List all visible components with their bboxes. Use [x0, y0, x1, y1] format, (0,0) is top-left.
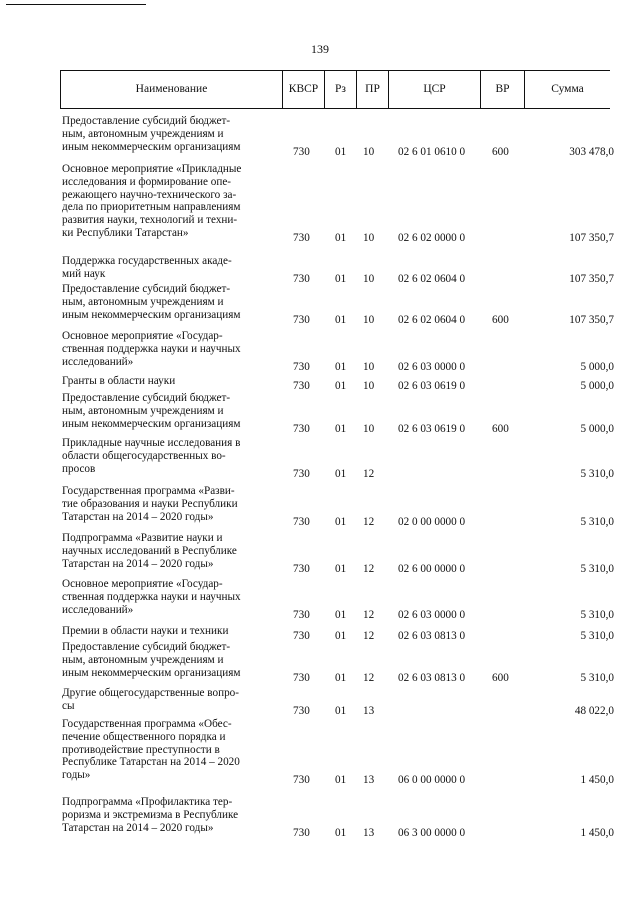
row-rz: 01: [335, 826, 347, 839]
row-name-line: Татарстан на 2014 – 2020 годы»: [62, 821, 214, 834]
row-name: [62, 687, 276, 713]
row-name-line: ным, автономным учреждениям и: [62, 295, 224, 308]
row-name: [62, 255, 276, 281]
header-name: Наименование: [60, 70, 282, 108]
row-sum: 107 350,7: [569, 313, 614, 326]
row-csr: 06 3 00 0000 0: [398, 826, 466, 839]
row-name-line: Основное мероприятие «Прикладные: [62, 163, 242, 175]
row-vr: 600: [492, 671, 509, 684]
row-name-line: Предоставление субсидий бюджет-: [62, 115, 231, 127]
row-rz: 01: [335, 774, 347, 787]
row-name: [62, 641, 276, 679]
row-name-line: ственная поддержка науки и научных: [62, 342, 241, 355]
row-pr: 10: [363, 422, 375, 435]
row-name-line: печение общественного порядка и: [62, 730, 226, 743]
row-name: [62, 578, 276, 616]
row-kvsr: 730: [293, 313, 310, 326]
row-name-line: Государственная программа «Разви-: [62, 485, 235, 497]
row-sum: 5 310,0: [580, 630, 614, 642]
row-name-line: Гранты в области науки: [62, 375, 176, 387]
row-sum: 1 450,0: [580, 826, 614, 839]
row-csr: 02 6 03 0000 0: [398, 360, 466, 373]
row-name-line: иным некоммерческим организациям: [62, 666, 241, 679]
row-name-line: иным некоммерческим организациям: [62, 417, 241, 430]
row-kvsr: 730: [293, 272, 310, 285]
row-kvsr: 730: [293, 630, 310, 642]
row-rz: 01: [335, 671, 347, 684]
row-name-line: Прикладные научные исследования в: [62, 437, 241, 449]
row-name-line: Татарстан на 2014 – 2020 годы»: [62, 557, 214, 570]
row-kvsr: 730: [293, 562, 310, 575]
row-kvsr: 730: [293, 145, 310, 158]
row-csr: 02 6 00 0000 0: [398, 562, 466, 575]
row-kvsr: 730: [293, 704, 310, 717]
row-name-line: развития науки, технологий и техни-: [62, 214, 238, 227]
row-name: [62, 718, 276, 782]
row-name-line: Государственная программа «Обес-: [62, 718, 232, 730]
row-name-line: просов: [62, 462, 96, 475]
row-sum: 5 310,0: [580, 608, 614, 621]
row-csr: 02 6 01 0610 0: [398, 145, 466, 158]
row-pr: 12: [363, 630, 375, 642]
row-name-line: дела по приоритетным направлениям: [62, 201, 241, 214]
row-kvsr: 730: [293, 380, 310, 392]
row-kvsr: 730: [293, 360, 310, 373]
row-kvsr: 730: [293, 515, 310, 528]
row-csr: 02 6 03 0813 0: [398, 630, 466, 642]
page-number: 139: [311, 42, 329, 56]
row-pr: 10: [363, 272, 375, 285]
row-name-line: режающего научно-технического за-: [62, 188, 237, 201]
row-csr: 02 6 02 0604 0: [398, 313, 466, 326]
row-sum: 5 310,0: [580, 467, 614, 480]
row-kvsr: 730: [293, 826, 310, 839]
row-rz: 01: [335, 704, 347, 717]
row-name-line: годы»: [62, 769, 91, 782]
row-name-line: противодействие преступности в: [62, 743, 220, 756]
row-name: [62, 485, 276, 523]
row-name-line: научных исследований в Республике: [62, 544, 237, 557]
row-rz: 01: [335, 562, 347, 575]
row-name-line: иным некоммерческим организациям: [62, 308, 241, 321]
row-pr: 12: [363, 671, 375, 684]
row-rz: 01: [335, 272, 347, 285]
row-sum: 5 000,0: [580, 422, 614, 435]
row-pr: 10: [363, 232, 375, 244]
row-csr: 02 6 03 0000 0: [398, 608, 466, 621]
row-name-line: Основное мероприятие «Государ-: [62, 330, 223, 342]
row-name-line: Предоставление субсидий бюджет-: [62, 392, 231, 404]
row-name-line: иным некоммерческим организациям: [62, 140, 241, 153]
row-rz: 01: [335, 515, 347, 528]
row-name: [62, 796, 276, 834]
row-pr: 13: [363, 774, 375, 787]
row-pr: 10: [363, 145, 375, 158]
header-sum: Сумма: [524, 70, 610, 108]
row-rz: 01: [335, 145, 347, 158]
row-name: [62, 437, 276, 475]
row-kvsr: 730: [293, 232, 310, 244]
row-rz: 01: [335, 608, 347, 621]
row-kvsr: 730: [293, 671, 310, 684]
row-rz: 01: [335, 313, 347, 326]
row-name: [62, 625, 276, 638]
row-pr: 12: [363, 515, 375, 528]
row-sum: 107 350,7: [569, 272, 614, 285]
row-sum: 48 022,0: [574, 704, 614, 717]
row-name: [62, 283, 276, 321]
row-csr: 06 0 00 0000 0: [398, 774, 466, 787]
row-name-line: Предоставление субсидий бюджет-: [62, 641, 231, 653]
header-csr: ЦСР: [388, 70, 480, 108]
row-name-line: Поддержка государственных акаде-: [62, 255, 232, 267]
row-name-line: области общегосударственных во-: [62, 449, 226, 462]
row-vr: 600: [492, 145, 509, 158]
row-csr: 02 6 02 0000 0: [398, 232, 466, 244]
row-rz: 01: [335, 630, 347, 642]
row-rz: 01: [335, 380, 347, 392]
row-pr: 13: [363, 704, 375, 717]
row-sum: 5 000,0: [580, 380, 614, 392]
row-kvsr: 730: [293, 467, 310, 480]
row-rz: 01: [335, 467, 347, 480]
row-csr: 02 6 03 0619 0: [398, 380, 466, 392]
row-sum: 303 478,0: [569, 145, 614, 158]
row-csr: 02 6 03 0813 0: [398, 671, 466, 684]
row-name-line: Татарстан на 2014 – 2020 годы»: [62, 510, 214, 523]
row-csr: 02 0 00 0000 0: [398, 515, 466, 528]
row-pr: 12: [363, 467, 375, 480]
row-name-line: Республике Татарстан на 2014 – 2020: [62, 756, 240, 769]
row-kvsr: 730: [293, 774, 310, 787]
row-name-line: Подпрограмма «Развитие науки и: [62, 532, 223, 544]
header-pr: ПР: [356, 70, 388, 108]
row-name-line: ным, автономным учреждениям и: [62, 404, 224, 417]
row-name-line: исследований»: [62, 355, 134, 368]
row-name-line: роризма и экстремизма в Республике: [62, 808, 239, 821]
row-name: [62, 392, 276, 430]
row-pr: 12: [363, 562, 375, 575]
row-sum: 107 350,7: [569, 232, 614, 244]
header-vr: ВР: [480, 70, 524, 108]
table-header-bottom-border: [60, 108, 610, 109]
row-name-line: Подпрограмма «Профилактика тер-: [62, 796, 233, 808]
row-name-line: тие образования и науки Республики: [62, 497, 238, 510]
row-sum: 5 310,0: [580, 671, 614, 684]
row-pr: 10: [363, 380, 375, 392]
row-rz: 01: [335, 360, 347, 373]
row-name-line: ственная поддержка науки и научных: [62, 590, 241, 603]
row-rz: 01: [335, 422, 347, 435]
row-vr: 600: [492, 313, 509, 326]
row-sum: 5 000,0: [580, 360, 614, 373]
row-sum: 5 310,0: [580, 515, 614, 528]
row-kvsr: 730: [293, 608, 310, 621]
row-name-line: ным, автономным учреждениям и: [62, 653, 224, 666]
row-name: [62, 532, 276, 570]
row-pr: 13: [363, 826, 375, 839]
row-name-line: исследования и формирование опе-: [62, 175, 232, 188]
row-kvsr: 730: [293, 422, 310, 435]
row-sum: 1 450,0: [580, 774, 614, 787]
row-name-line: мий наук: [62, 267, 106, 280]
row-name-line: Предоставление субсидий бюджет-: [62, 283, 231, 295]
row-name-line: ки Республики Татарстан»: [62, 226, 189, 239]
row-name: [62, 163, 276, 240]
row-name-line: Другие общегосударственные вопро-: [62, 687, 240, 699]
row-vr: 600: [492, 422, 509, 435]
row-name-line: Премии в области науки и техники: [62, 625, 229, 637]
top-rule: [6, 4, 146, 5]
row-pr: 12: [363, 608, 375, 621]
row-name-line: ным, автономным учреждениям и: [62, 127, 224, 140]
row-name-line: сы: [62, 699, 75, 712]
row-sum: 5 310,0: [580, 562, 614, 575]
row-name: [62, 115, 276, 153]
header-rz: Рз: [324, 70, 356, 108]
row-name: [62, 375, 276, 388]
row-csr: 02 6 02 0604 0: [398, 272, 466, 285]
row-name: [62, 330, 276, 368]
header-kvsr: КВСР: [282, 70, 324, 108]
row-pr: 10: [363, 313, 375, 326]
row-name-line: исследований»: [62, 603, 134, 616]
row-rz: 01: [335, 232, 347, 244]
row-pr: 10: [363, 360, 375, 373]
row-csr: 02 6 03 0619 0: [398, 422, 466, 435]
row-name-line: Основное мероприятие «Государ-: [62, 578, 223, 590]
